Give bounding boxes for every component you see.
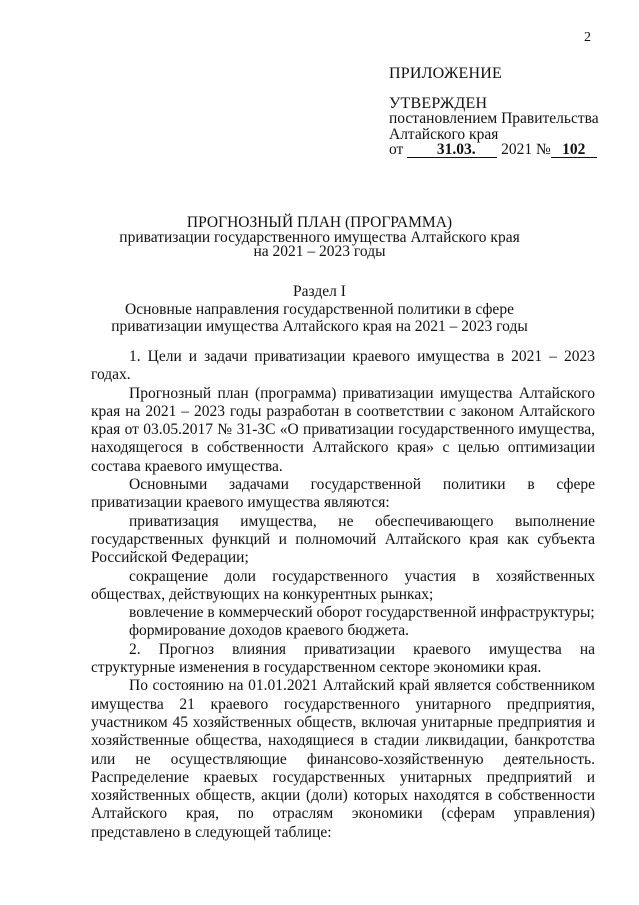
plan-title	[0, 216, 639, 260]
list-item-task-4: формирование доходов краевого бюджета.	[129, 622, 410, 640]
list-item-task-2: сокращение доли государственного участия в хозяйственных обществах, действующих на конкурентных рынках;	[91, 567, 595, 603]
section-heading-block	[0, 283, 639, 335]
paragraph-goals-heading: 1. Цели и задачи приватизации краевого имущества в 2021 – 2023 годах.	[91, 348, 595, 384]
list-item-task-1: приватизация имущества, не обеспечивающего выполнение государственных функций и полномочий Алтайского края как субъекта Российской Федерации;	[91, 512, 595, 567]
plan-title-line-3: на 2021 – 2023 годы	[253, 243, 386, 260]
paragraph-forecast-heading: 2. Прогноз влияния приватизации краевого имущества на структурные изменения в государственном секторе экономики края.	[91, 640, 595, 677]
approved-label: УТВЕРЖДЕН	[389, 94, 488, 112]
approval-date-line	[389, 142, 624, 158]
paragraph-tasks-intro: Основными задачами государственной политики в сфере приватизации краевого имущества являются:	[91, 476, 595, 512]
approval-block	[389, 66, 624, 158]
document-body	[91, 348, 595, 842]
year-number-label: 2021 №	[501, 141, 551, 158]
plan-title-line-1: ПРОГНОЗНЫЙ ПЛАН (ПРОГРАММА)	[186, 214, 453, 231]
plan-title-line-2: приватизации государственного имущества Алтайского края	[119, 228, 520, 246]
paragraph-plan-basis: Прогнозный план (программа) приватизации имущества Алтайского края на 2021 – 2023 годы разработан в соответствии с законом Алтайского края от 03.05.2017 № 31-ЗС «О приватизации государственного имущества, находящегося в собственности Алтайского края» с целью оптимизации состава краевого имущества.	[91, 384, 595, 475]
appendix-label: ПРИЛОЖЕНИЕ	[389, 65, 503, 82]
approval-authority: постановлением Правительства	[389, 110, 599, 127]
approval-region: Алтайского края	[389, 125, 499, 143]
list-item-task-3: вовлечение в коммерческий оборот государственной инфраструктуры;	[129, 604, 595, 622]
document-number: 102	[551, 142, 597, 158]
paragraph-ownership-status: По состоянию на 01.01.2021 Алтайский край является собственником имущества 21 краевого государственного унитарного предприятия, участником 45 хозяйственных обществ, включая унитарные предприятия и хозяйственные общества, находящиеся в стадии ликвидации, банкротства или не осуществляющие финансово-хозяйственную деятельность. Распределение краевых государственных унитарных предприятий и хозяйственных обществ, акции (доли) которых находятся в собственности Алтайского края, по отраслям экономики (сферам управления) представлено в следующей таблице:	[91, 677, 595, 841]
page-number: 2	[584, 30, 591, 45]
section-subtitle-line-1: Основные направления государственной политики в сфере	[125, 301, 514, 318]
date-prefix: от	[389, 141, 404, 158]
section-subtitle-line-2: приватизации имущества Алтайского края на 2021 – 2023 годы	[111, 318, 528, 335]
section-heading: Раздел I	[293, 283, 346, 300]
approval-date: 31.03.	[407, 142, 497, 158]
